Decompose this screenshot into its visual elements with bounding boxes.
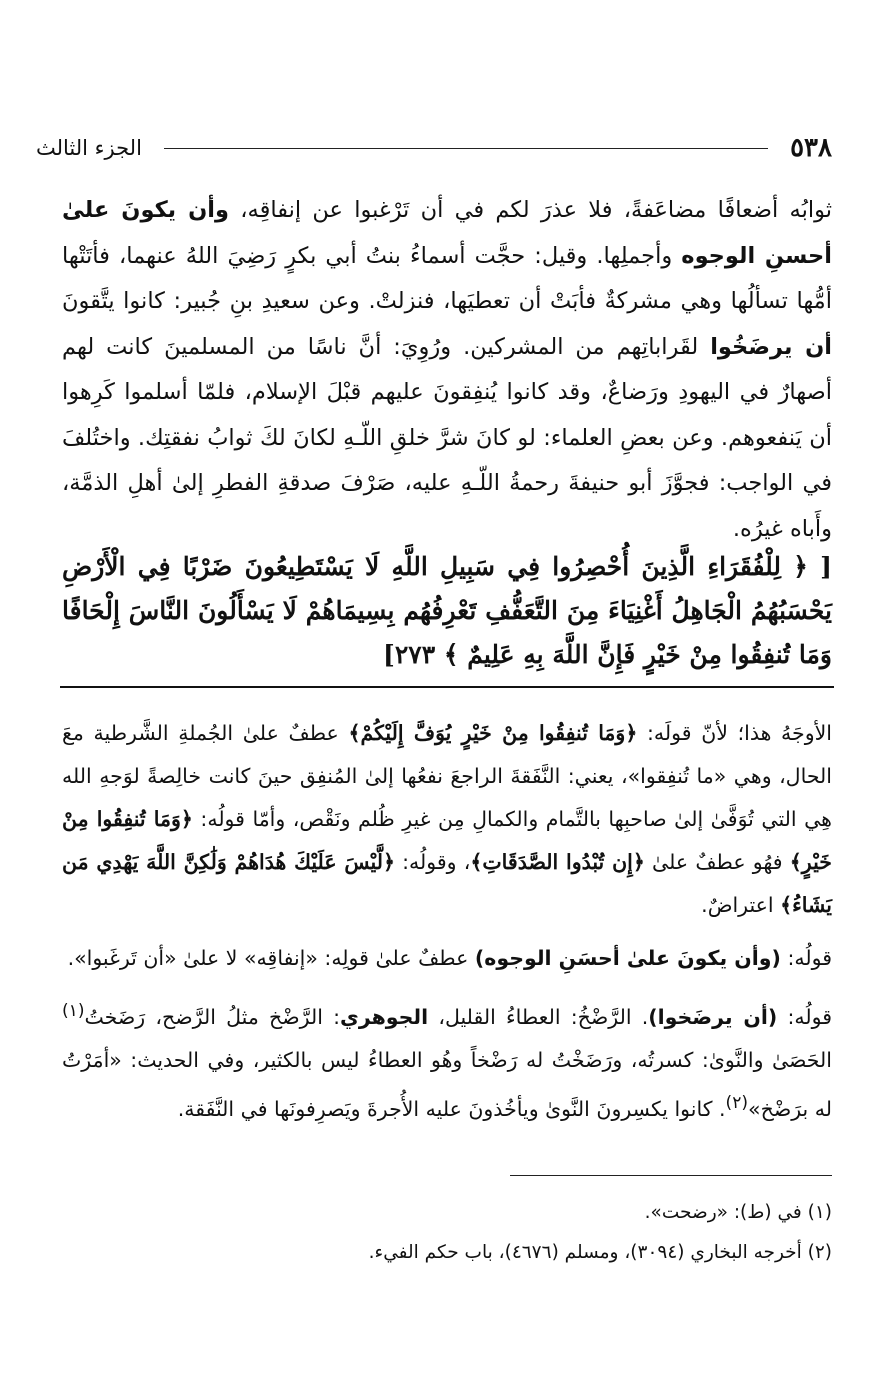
page-number: ٥٣٨ xyxy=(790,133,832,163)
quran-quote: ﴿وَمَا تُنفِقُوا مِنْ خَيْرٍ يُوَفَّ إِلَيْكُمْ﴾ xyxy=(348,721,638,745)
quran-quote: ﴿إِن تُبْدُوا الصَّدَقَاتِ﴾ xyxy=(470,850,645,874)
commentary-paragraph: قولُه: (وأن يكونَ علىٰ أحسَنِ الوجوه) عطفٌ علىٰ قولِه: «إنفاقِه» لا علىٰ «أن تَرغَبوا». xyxy=(67,946,832,970)
footnote-divider xyxy=(510,1175,832,1176)
page-header xyxy=(36,128,832,168)
header-rule xyxy=(164,148,768,149)
bold-phrase: أن يرضَخُوا xyxy=(710,333,832,360)
quran-verse: [ ﴿ لِلْفُقَرَاءِ الَّذِينَ أُحْصِرُوا فِي سَبِيلِ اللَّهِ لَا يَسْتَطِيعُونَ ضَرْبًا فِي الْأَرْضِ يَحْسَبُهُمُ الْجَاهِلُ أَغْنِيَاءَ مِنَ التَّعَفُّفِ تَعْرِفُهُم بِسِيمَاهُمْ لَا يَسْأَلُونَ النَّاسَ إِلْحَافًا وَمَا تُنفِقُوا مِنْ خَيْرٍ فَإِنَّ اللَّهَ بِهِ عَلِيمٌ ﴾ ٢٧٣] xyxy=(62,552,832,669)
running-title: الجزء الثالث xyxy=(36,136,142,160)
commentary-paragraph: الأوجَهُ هذا؛ لأنّ قولَه: ﴿وَمَا تُنفِقُوا مِنْ خَيْرٍ يُوَفَّ إِلَيْكُمْ﴾ عطفٌ علىٰ الجُملةِ الشَّرطية معَ الحال، وهي «ما تُنفِقوا»، يعني: النَّفَقةَ الراجعَ نفعُها إلىٰ المُنفِق حينَ كانت خالِصةً لوَجهِ الله هِي التي تُوَفَّىٰ إلىٰ صاحبِها بالتَّمام والكمالِ مِن غيرِ ظُلم ونَقْص، وأمّا قولُه: ﴿وَمَا تُنفِقُوا مِنْ خَيْرٍ﴾ فهُو عطفٌ علىٰ ﴿إِن تُبْدُوا الصَّدَقَاتِ﴾، وقولُه: ﴿لَّيْسَ عَلَيْكَ هُدَاهُمْ وَلَٰكِنَّ اللَّهَ يَهْدِي مَن يَشَاءُ﴾ اعتراضٌ. xyxy=(62,721,832,917)
verse-text: لِلْفُقَرَاءِ الَّذِينَ أُحْصِرُوا فِي سَبِيلِ اللَّهِ لَا يَسْتَطِيعُونَ ضَرْبًا فِي الْأَرْضِ يَحْسَبُهُمُ الْجَاهِلُ أَغْنِيَاءَ مِنَ التَّعَفُّفِ تَعْرِفُهُم بِسِيمَاهُمْ لَا يَسْأَلُونَ النَّاسَ إِلْحَافًا وَمَا تُنفِقُوا مِنْ خَيْرٍ فَإِنَّ اللَّهَ بِهِ عَلِيمٌ xyxy=(62,552,832,669)
commentary-paragraph: قولُه: (أن يرضَخوا). الرَّضْخُ: العطاءُ القليل، الجوهري: الرَّضْخ مثلُ الرَّضح، رَضَختُ$^{(١)}$ الحَصَىٰ والنَّوىٰ: كسرتُه، ورَضَخْتُ له رَضْخاً وهُو العطاءُ ليس بالكثير، وفي الحديث: «أمَرْتُ له برَضْخ»$^{(٢)}$. كانوا يكسِرونَ النَّوىٰ ويأخُذونَ عليه الأُجرةَ ويَصرِفونَها في النَّفَقة. xyxy=(62,1001,833,1121)
quran-quote: ﴿لَّيْسَ عَلَيْكَ هُدَاهُمْ وَلَٰكِنَّ اللَّهَ يَهْدِي مَن يَشَاءُ﴾ xyxy=(62,850,832,917)
verse-number: ٢٧٣ xyxy=(394,640,436,669)
commentary xyxy=(62,712,832,1141)
footnotes xyxy=(62,1193,832,1273)
bold-phrase: (أن يرضَخوا) xyxy=(648,1004,778,1029)
footnote-1: (١) في (ط): «رضحت». xyxy=(644,1202,832,1223)
bold-phrase: الجوهري xyxy=(340,1004,429,1029)
quran-quote: ﴿وَمَا تُنفِقُوا مِنْ خَيْرٍ﴾ xyxy=(62,807,832,874)
bold-phrase: (وأن يكونَ علىٰ أحسَنِ الوجوه) xyxy=(474,946,781,970)
footnote-2: (٢) أخرجه البخاري (٣٠٩٤)، ومسلم (٤٦٧٦)، باب حكم الفيء. xyxy=(368,1242,832,1263)
footnote-ref: (١) xyxy=(62,1001,85,1021)
main-paragraph: ثوابُه أضعافًا مضاعَفةً، فلا عذرَ لكم في أن تَرْغبوا عن إنفاقِه، وأن يكونَ علىٰ أحسنِ الوجوه وأجملِها. وقيل: حجَّت أسماءُ بنتُ أبي بكرٍ رَضِيَ اللهُ عنهما، فأتَتْها أمُّها تسألُها وهي مشركةٌ فأبَتْ أن تعطيَها، فنزلتْ. وعن سعيدِ بنِ جُبير: كانوا يتَّقونَ أن يرضَخُوا لقَراباتِهم من المشركين. ورُوِيَ: أنَّ ناسًا من المسلمينَ كانت لهم أصهارٌ في اليهودِ ورَضاعٌ، وقد كانوا يُنفِقونَ عليهم قبْلَ الإسلام، فلمّا أسلموا كَرِهوا أن يَنفعوهم. وعن بعضِ العلماء: لو كانَ شرَّ خلقِ اللّـهِ لكانَ لكَ ثوابُ نفقتِك. واختُلفَ في الواجب: فجوَّزَ أبو حنيفةَ رحمةُ اللّـهِ عليه، صَرْفَ صدقةِ الفطرِ إلىٰ أهلِ الذمَّة، وأَباه غيرُه. xyxy=(62,197,832,542)
section-divider xyxy=(60,686,834,688)
footnote-ref: (٢) xyxy=(725,1092,749,1113)
bold-phrase: وأن يكونَ علىٰ أحسنِ الوجوه xyxy=(62,197,832,269)
main-text xyxy=(62,188,832,552)
